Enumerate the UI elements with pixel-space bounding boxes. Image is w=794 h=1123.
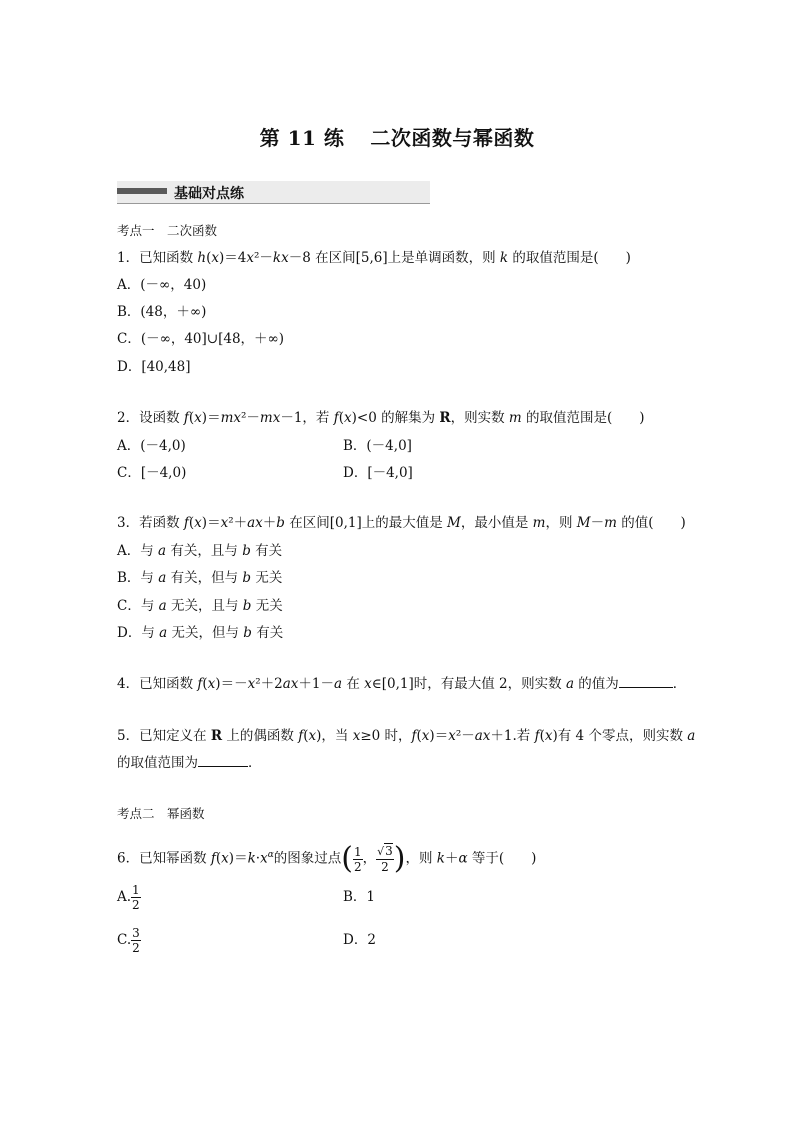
q6-option-b: B．1 bbox=[343, 889, 376, 905]
q3-stem: 3．若函数 f(x)＝x²＋ax＋b 在区间[0,1]上的最大值是 M，最小值是 m，则 M－m 的值( ) bbox=[117, 515, 686, 531]
q1-option-c: C．(－∞，40]∪[48，＋∞) bbox=[117, 331, 285, 347]
q1-option-b: B．(48，＋∞) bbox=[117, 304, 207, 320]
q3-option-b: B．与 a 有关，但与 b 无关 bbox=[117, 570, 283, 586]
q3-option-c: C．与 a 无关，且与 b 无关 bbox=[117, 598, 283, 614]
q2-option-a: A．(－4,0) bbox=[117, 438, 186, 454]
q6-option-d: D．2 bbox=[343, 932, 376, 948]
q6-stem: 6．已知幂函数 $f(x)=k\cdot x^\alpha$的图象过点( $\frac{1}{2}$ ， $\frac{√3}{2}$ )，则 k＋α 等于( ) bbox=[117, 841, 537, 876]
q1-option-a: A．(－∞，40) bbox=[117, 277, 207, 293]
section-bar-marker bbox=[117, 188, 167, 194]
q2-option-b: B．(－4,0] bbox=[343, 438, 412, 454]
q3-option-a: A．与 a 有关，且与 b 有关 bbox=[117, 543, 283, 559]
page-title: 第 11 练 二次函数与幂函数 bbox=[259, 126, 535, 150]
q3-option-d: D．与 a 无关，但与 b 有关 bbox=[117, 625, 284, 641]
q2-option-c: C．[－4,0) bbox=[117, 465, 187, 481]
q5-line1: 5．已知定义在 R 上的偶函数 f(x)，当 x≥0 时，f(x)＝x²－ax＋1.若 f(x)有 4 个零点，则实数 a bbox=[117, 728, 696, 744]
section-label: 基础对点练 bbox=[174, 186, 244, 202]
q1-stem: 1．已知函数 h(x)＝4x²－kx－8 在区间[5,6]上是单调函数，则 k 的取值范围是( ) bbox=[117, 250, 631, 266]
q6-option-c: C. $\frac{3}{2}$ bbox=[117, 926, 140, 955]
section-header bbox=[117, 181, 430, 204]
kaodian-2-heading: 考点二 幂函数 bbox=[117, 806, 205, 821]
q4-stem: 4．已知函数 f(x)＝－x²＋2ax＋1－a 在 x∈[0,1]时，有最大值 2，则实数 a 的值为 ． bbox=[117, 676, 687, 692]
q2-option-d: D．[－4,0] bbox=[343, 465, 413, 481]
q6-option-a: A. $\frac{1}{2}$ bbox=[117, 883, 140, 912]
q1-option-d: D．[40,48] bbox=[117, 359, 191, 375]
q5-line2: 的取值范围为 ． bbox=[117, 755, 262, 771]
kaodian-1-heading: 考点一 二次函数 bbox=[117, 223, 218, 238]
q2-stem: 2．设函数 f(x)＝mx²－mx－1，若 f(x)<0 的解集为 R，则实数 m 的取值范围是( ) bbox=[117, 410, 645, 426]
